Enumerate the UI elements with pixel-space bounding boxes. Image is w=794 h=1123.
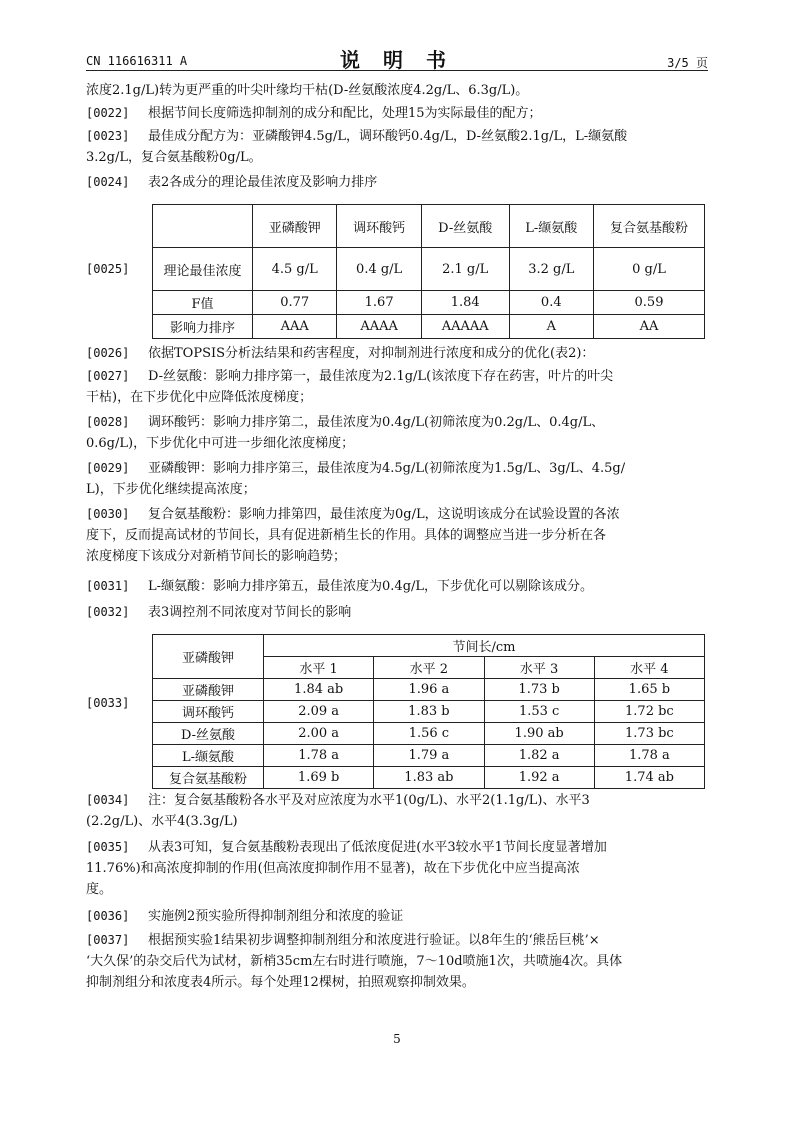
table-header-cell: 复合氨基酸粉 xyxy=(594,205,705,248)
section-heading: 实施例2预实验所得抑制剂组分和浓度的验证 xyxy=(148,909,404,924)
table-row-label: 调环酸钙 xyxy=(153,701,264,723)
paragraph-number: [0029] xyxy=(86,461,130,475)
table-header-cell: 亚磷酸钾 xyxy=(253,205,337,248)
paragraph-text: ‘大久保’的杂交后代为试材，新梢35cm左右时进行喷施，7～10d喷施1次，共喷施4次。具体 xyxy=(86,954,623,969)
table-cell: 1.84 ab xyxy=(264,679,374,701)
paragraph-0027 xyxy=(86,366,710,408)
table-cell: 1.73 b xyxy=(484,679,594,701)
table-corner-header: 亚磷酸钾 xyxy=(153,635,264,679)
table-caption: 表2各成分的理论最佳浓度及影响力排序 xyxy=(148,175,378,190)
table-cell: 4.5 g/L xyxy=(253,248,337,291)
paragraph-text: 最佳成分配方为：亚磷酸钾4.5g/L，调环酸钙0.4g/L，D-丝氨酸2.1g/L，L-缬氨酸 xyxy=(148,129,628,144)
paragraph-text: 亚磷酸钾：影响力排序第三，最佳浓度为4.5g/L(初筛浓度为1.5g/L、3g/L、4.5g/ xyxy=(148,461,626,476)
paragraph-text: 3.2g/L，复合氨基酸粉0g/L。 xyxy=(86,150,262,165)
paragraph-0035 xyxy=(86,837,710,900)
paragraph-0022 xyxy=(86,103,710,124)
table-cell: 2.00 a xyxy=(264,723,374,745)
table-cell: AAAAA xyxy=(421,315,509,339)
table-row xyxy=(153,723,705,745)
paragraph-number: [0032] xyxy=(86,605,130,619)
table-cell: A xyxy=(509,315,593,339)
table-cell: 1.78 a xyxy=(264,745,374,767)
table-cell: 1.69 b xyxy=(264,767,374,789)
table-row xyxy=(153,248,705,291)
paragraph-number: [0035] xyxy=(86,840,130,854)
paragraph-0028 xyxy=(86,412,710,454)
table-group-header: 节间长/cm xyxy=(264,635,705,657)
table-caption: 表3调控剂不同浓度对节间长的影响 xyxy=(148,605,352,620)
table-row xyxy=(153,745,705,767)
paragraph-text: 度。 xyxy=(86,882,113,897)
paragraph-text: 浓度2.1g/L)转为更严重的叶尖叶缘均干枯(D-丝氨酸浓度4.2g/L、6.3g/L)。 xyxy=(86,83,529,98)
table-cell: 0.4 g/L xyxy=(337,248,421,291)
paragraph-number: [0030] xyxy=(86,507,130,521)
paragraph-text: (2.2g/L)、水平4(3.3g/L) xyxy=(86,814,238,829)
table-header-cell: L-缬氨酸 xyxy=(509,205,593,248)
table-cell: 1.82 a xyxy=(484,745,594,767)
table-2 xyxy=(152,204,705,339)
paragraph-number: [0025] xyxy=(86,262,130,276)
paragraph-number: [0036] xyxy=(86,909,130,923)
table-row xyxy=(153,701,705,723)
table-cell: 3.2 g/L xyxy=(509,248,593,291)
paragraph-0032 xyxy=(86,602,710,623)
paragraph-text: 浓度梯度下该成分对新梢节间长的影响趋势； xyxy=(86,549,347,564)
table-cell: 0.77 xyxy=(253,291,337,315)
paragraph-text: 11.76%)和高浓度抑制的作用(但高浓度抑制作用不显著)，故在下步优化中应当提高浓 xyxy=(86,861,580,876)
table-cell: 1.83 ab xyxy=(374,767,484,789)
table-cell: 1.96 a xyxy=(374,679,484,701)
table-cell: 1.67 xyxy=(337,291,421,315)
table-cell: 1.83 b xyxy=(374,701,484,723)
paragraph-text: 复合氨基酸粉：影响力排第四，最佳浓度为0g/L，这说明该成分在试验设置的各浓 xyxy=(148,507,620,522)
paragraph-text: 抑制剂组分和浓度表4所示。每个处理12棵树，拍照观察抑制效果。 xyxy=(86,975,475,990)
table-header-cell: D-丝氨酸 xyxy=(421,205,509,248)
table-cell: 1.79 a xyxy=(374,745,484,767)
table-row xyxy=(153,679,705,701)
paragraph-text: L-缬氨酸：影响力排序第五，最佳浓度为0.4g/L，下步优化可以剔除该成分。 xyxy=(148,579,594,594)
paragraph-0023 xyxy=(86,126,710,168)
paragraph-0034 xyxy=(86,790,710,832)
header-rule xyxy=(86,70,708,71)
table-row-label: L-缬氨酸 xyxy=(153,745,264,767)
page-number: 5 xyxy=(393,1032,401,1046)
paragraph-number: [0026] xyxy=(86,346,130,360)
paragraph-number: [0023] xyxy=(86,129,130,143)
table-row-label: 复合氨基酸粉 xyxy=(153,767,264,789)
table-row xyxy=(153,767,705,789)
paragraph-number: [0022] xyxy=(86,106,130,120)
table-header-cell: 水平 1 xyxy=(264,657,374,679)
paragraph-text: 0.6g/L)，下步优化中可进一步细化浓度梯度； xyxy=(86,436,355,451)
paragraph-number: [0037] xyxy=(86,933,130,947)
table-cell: AA xyxy=(594,315,705,339)
paragraph-0030 xyxy=(86,504,710,567)
paragraph-number: [0031] xyxy=(86,579,130,593)
table-cell xyxy=(153,205,253,248)
paragraph-0024 xyxy=(86,172,710,193)
table-3 xyxy=(152,634,705,789)
paragraph-text: 调环酸钙：影响力排序第二，最佳浓度为0.4g/L(初筛浓度为0.2g/L、0.4g/L、 xyxy=(148,415,605,430)
table-row xyxy=(153,291,705,315)
table-row-label: 亚磷酸钾 xyxy=(153,679,264,701)
paragraph-number: [0028] xyxy=(86,415,130,429)
paragraph-0037 xyxy=(86,930,710,993)
paragraph-text: L)，下步优化继续提高浓度； xyxy=(86,482,256,497)
paragraph-0026 xyxy=(86,343,710,364)
paragraph-0029 xyxy=(86,458,710,500)
table-cell: 0 g/L xyxy=(594,248,705,291)
page-indicator: 3/5 页 xyxy=(667,56,708,70)
document-title: 说 明 书 xyxy=(340,48,454,72)
table-cell: 1.84 xyxy=(421,291,509,315)
table-header-row xyxy=(153,205,705,248)
paragraph-text: 根据预实验1结果初步调整抑制剂组分和浓度进行验证。以8年生的‘熊岳巨桃’× xyxy=(148,933,600,948)
table-row-label: D-丝氨酸 xyxy=(153,723,264,745)
paragraph-text: 注：复合氨基酸粉各水平及对应浓度为水平1(0g/L)、水平2(1.1g/L)、水平3 xyxy=(148,793,590,808)
table-cell: 0.4 xyxy=(509,291,593,315)
table-header-cell: 水平 4 xyxy=(594,657,704,679)
table-header-row xyxy=(153,635,705,657)
paragraph-text: D-丝氨酸：影响力排序第一，最佳浓度为2.1g/L(该浓度下存在药害，叶片的叶尖 xyxy=(148,369,614,384)
table-cell: AAA xyxy=(253,315,337,339)
table-row-label: 理论最佳浓度 xyxy=(153,248,253,291)
table-header-cell: 水平 3 xyxy=(484,657,594,679)
paragraph-number: [0034] xyxy=(86,793,130,807)
table-header-cell: 调环酸钙 xyxy=(337,205,421,248)
paragraph-text: 从表3可知，复合氨基酸粉表现出了低浓度促进(水平3较水平1节间长度显著增加 xyxy=(148,840,607,855)
table-cell: 1.72 bc xyxy=(594,701,704,723)
table-cell: 1.56 c xyxy=(374,723,484,745)
paragraph-text: 度下，反而提高试材的节间长，具有促进新梢生长的作用。具体的调整应当进一步分析在各 xyxy=(86,528,607,543)
table-cell: 1.65 b xyxy=(594,679,704,701)
table-cell: 2.09 a xyxy=(264,701,374,723)
table-cell: AAAA xyxy=(337,315,421,339)
table-cell: 1.90 ab xyxy=(484,723,594,745)
table-cell: 2.1 g/L xyxy=(421,248,509,291)
paragraph-text: 依据TOPSIS分析法结果和药害程度，对抑制剂进行浓度和成分的优化(表2)： xyxy=(148,346,595,361)
paragraph-0036 xyxy=(86,906,710,927)
table-row-label: 影响力排序 xyxy=(153,315,253,339)
paragraph-text: 根据节间长度筛选抑制剂的成分和配比，处理15为实际最佳的配方； xyxy=(148,106,542,121)
paragraph-number: [0027] xyxy=(86,369,130,383)
table-header-cell: 水平 2 xyxy=(374,657,484,679)
table-cell: 1.53 c xyxy=(484,701,594,723)
table-row-label: F值 xyxy=(153,291,253,315)
table-row xyxy=(153,315,705,339)
paragraph-0031 xyxy=(86,576,710,597)
paragraph-number: [0024] xyxy=(86,175,130,189)
table-cell: 1.74 ab xyxy=(594,767,704,789)
paragraph-text: 干枯)，在下步优化中应降低浓度梯度； xyxy=(86,390,313,405)
table-cell: 1.92 a xyxy=(484,767,594,789)
table-cell: 0.59 xyxy=(594,291,705,315)
table-cell: 1.73 bc xyxy=(594,723,704,745)
paragraph-continuation xyxy=(86,80,710,101)
page-header xyxy=(86,44,708,70)
paragraph-number: [0033] xyxy=(86,696,130,710)
patent-number: CN 116616311 A xyxy=(86,54,188,68)
table-cell: 1.78 a xyxy=(594,745,704,767)
